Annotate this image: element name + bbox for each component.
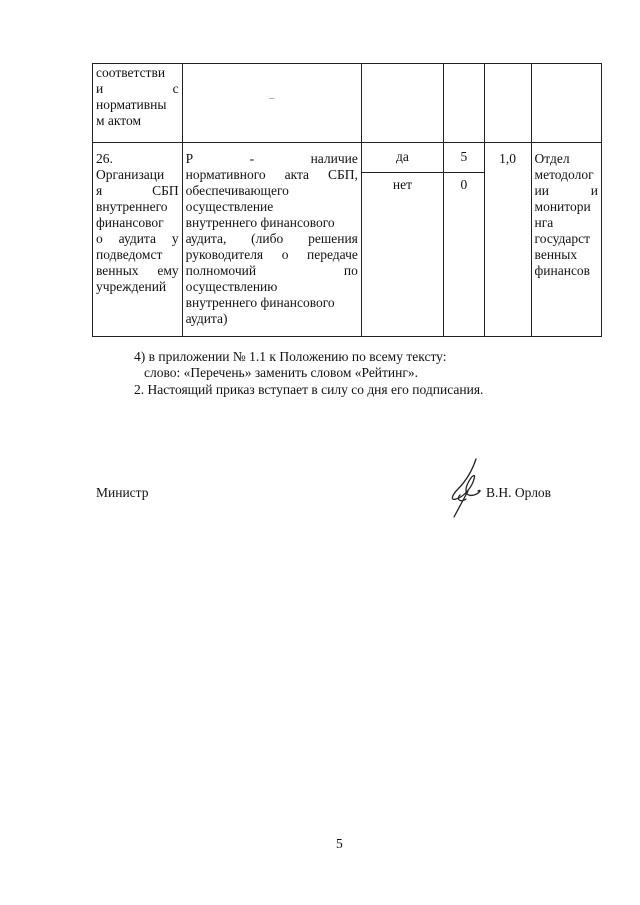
weight-value: 1,0 xyxy=(499,151,516,166)
table-cell-answer xyxy=(361,64,443,143)
cell-line: м актом xyxy=(96,113,142,128)
table-cell-responsible xyxy=(531,143,601,337)
cell-line: нормативны xyxy=(96,97,167,112)
cell-line: внутреннего финансового xyxy=(185,295,335,310)
table-cell-score xyxy=(444,64,485,143)
table-cell-weight xyxy=(484,143,531,337)
cell-line: внутреннего xyxy=(96,199,168,214)
cell-line: нормативного акта СБП, xyxy=(185,167,358,182)
table-cell-description xyxy=(182,64,361,143)
cell-line: осуществление xyxy=(185,199,274,214)
table-cell-score-no xyxy=(444,173,485,337)
score-no-value: 0 xyxy=(460,177,468,192)
cell-line: подведомст xyxy=(96,247,163,262)
cell-line: Р - наличие xyxy=(185,151,358,166)
item-2-paragraph: 2. Настоящий приказ вступает в силу со дня его подписания. xyxy=(134,382,484,397)
cell-line: и с xyxy=(96,81,179,96)
cell-line: соответстви xyxy=(96,65,166,80)
table-cell-responsible xyxy=(531,64,601,143)
cell-line: венных xyxy=(534,247,578,262)
table-cell-answer-yes xyxy=(361,143,443,173)
cell-line: осуществлению xyxy=(185,279,278,294)
cell-line: внутреннего финансового xyxy=(185,215,335,230)
cell-line: методолог xyxy=(534,167,594,182)
cell-line: нга xyxy=(534,215,554,230)
table-cell-description xyxy=(182,143,361,337)
cell-line: о аудита у xyxy=(96,231,179,246)
minister-title: Министр xyxy=(96,485,149,500)
cell-line: учреждений xyxy=(96,279,167,294)
item-4-line-1: 4) в приложении № 1.1 к Положению по всему тексту: xyxy=(134,349,447,364)
score-yes-value: 5 xyxy=(460,149,468,164)
cell-line: финансовог xyxy=(96,215,164,230)
cell-line: венных ему xyxy=(96,263,179,278)
cell-line: полномочий по xyxy=(185,263,358,278)
table-cell-weight xyxy=(484,64,531,143)
item-4-line-2: слово: «Перечень» заменить словом «Рейтинг». xyxy=(144,365,419,380)
cell-line: руководителя о передаче xyxy=(185,247,358,262)
table-cell-criterion xyxy=(93,143,183,337)
cell-line: аудита) xyxy=(185,311,228,326)
page-number: 5 xyxy=(336,836,343,851)
cell-line: обеспечивающего xyxy=(185,183,289,198)
cell-line: аудита, (либо решения xyxy=(185,231,358,246)
cell-line: монитори xyxy=(534,199,591,214)
answer-yes-text: да xyxy=(396,149,409,164)
cell-line: ии и xyxy=(534,183,598,198)
cell-line: я СБП xyxy=(96,183,179,198)
cell-line: Отдел xyxy=(534,151,570,166)
table-cell-score-yes xyxy=(444,143,485,173)
cell-line: Организаци xyxy=(96,167,165,182)
table-row xyxy=(93,64,602,143)
dash-mark: – xyxy=(269,93,275,104)
criteria-table xyxy=(92,63,602,337)
cell-line: государст xyxy=(534,231,591,246)
table-cell-answer-no xyxy=(361,173,443,337)
answer-no-text: нет xyxy=(392,177,413,192)
signature-mark xyxy=(446,457,486,519)
table-cell-criterion-continued xyxy=(93,64,183,143)
criterion-number: 26. xyxy=(96,151,113,166)
cell-line: финансов xyxy=(534,263,591,278)
minister-name: В.Н. Орлов xyxy=(486,485,552,500)
table-row xyxy=(93,143,602,173)
